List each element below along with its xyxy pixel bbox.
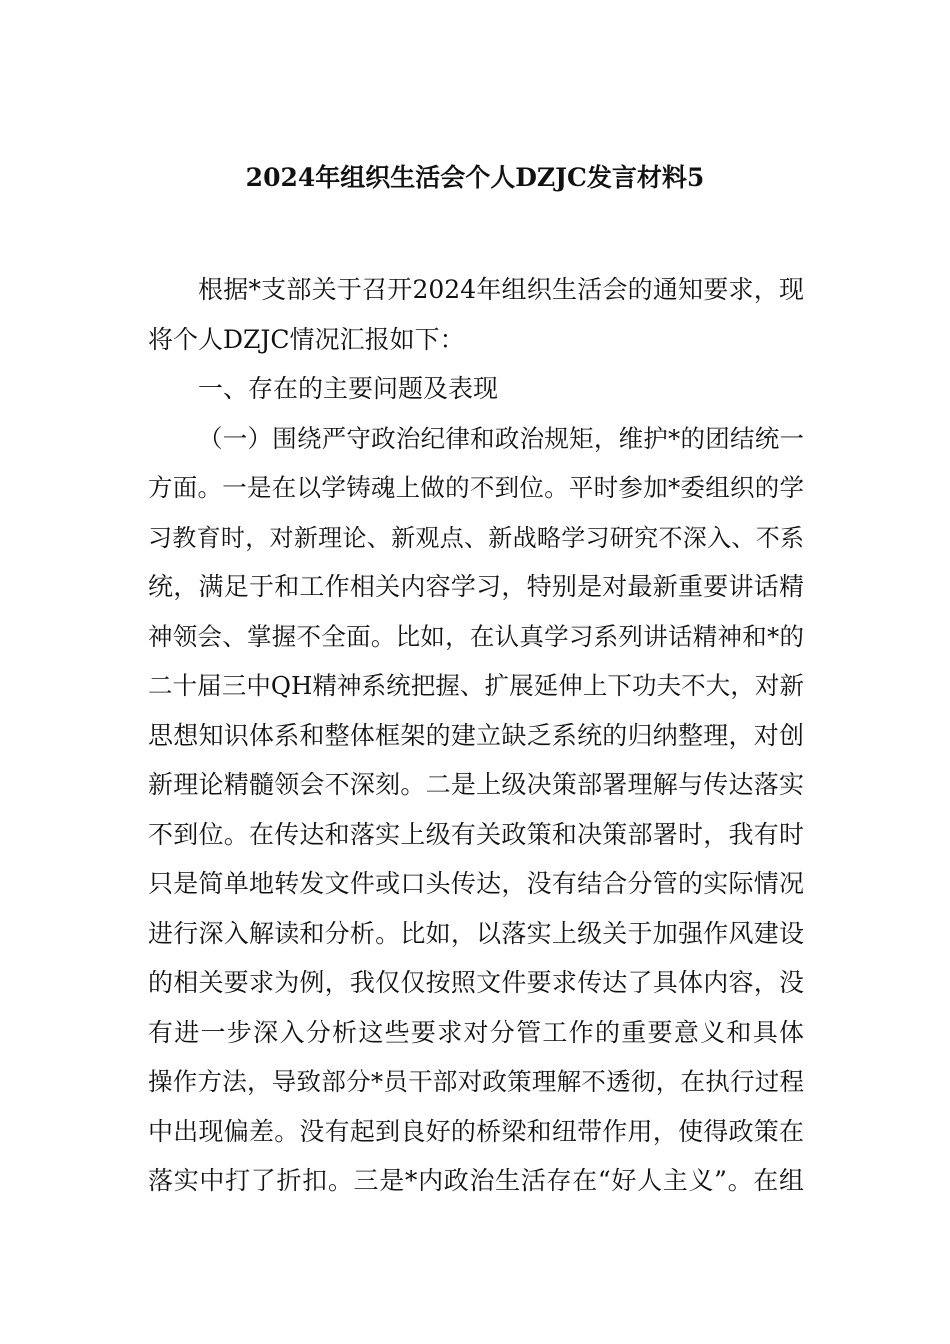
paragraph-line: 将个人DZJC情况汇报如下： xyxy=(148,325,465,354)
paragraph-line: 新理论精髓领会不深刻。二是上级决策部署理解与传达落实 xyxy=(148,770,804,799)
paragraph-line: 有进一步深入分析这些要求对分管工作的重要意义和具体 xyxy=(148,1018,804,1047)
paragraph-line: 的相关要求为例，我仅仅按照文件要求传达了具体内容，没 xyxy=(148,968,804,997)
section-heading: 一、存在的主要问题及表现 xyxy=(198,374,499,403)
paragraph-line: 不到位。在传达和落实上级有关政策和决策部署时，我有时 xyxy=(148,820,804,849)
paragraph-line: 中出现偏差。没有起到良好的桥梁和纽带作用，使得政策在 xyxy=(148,1117,804,1146)
paragraph-line: 操作方法，导致部分*员干部对政策理解不透彻，在执行过程 xyxy=(148,1067,804,1096)
paragraph-line: 二十届三中QH精神系统把握、扩展延伸上下功夫不大，对新 xyxy=(148,671,804,700)
paragraph-line: 落实中打了折扣。三是*内政治生活存在“好人主义”。在组 xyxy=(148,1166,804,1195)
paragraph-line: 思想知识体系和整体框架的建立缺乏系统的归纳整理，对创 xyxy=(148,721,804,750)
paragraph-line: 只是简单地转发文件或口头传达，没有结合分管的实际情况 xyxy=(148,869,804,898)
paragraph-line: 习教育时，对新理论、新观点、新战略学习研究不深入、不系 xyxy=(148,524,804,552)
page-title: 2024年组织生活会个人DZJC发言材料5 xyxy=(245,163,705,192)
paragraph-line: 神领会、掌握不全面。比如，在认真学习系列讲话精神和*的 xyxy=(148,622,804,651)
paragraph-line: 根据*支部关于召开2024年组织生活会的通知要求，现 xyxy=(198,275,804,304)
paragraph-line: 统，满足于和工作相关内容学习，特别是对最新重要讲话精 xyxy=(148,572,804,601)
paragraph-line: 进行深入解读和分析。比如，以落实上级关于加强作风建设 xyxy=(148,919,804,948)
paragraph-line: （一）围绕严守政治纪律和政治规矩，维护*的团结统一 xyxy=(198,424,804,453)
paragraph-line: 方面。一是在以学铸魂上做的不到位。平时参加*委组织的学 xyxy=(148,473,804,502)
